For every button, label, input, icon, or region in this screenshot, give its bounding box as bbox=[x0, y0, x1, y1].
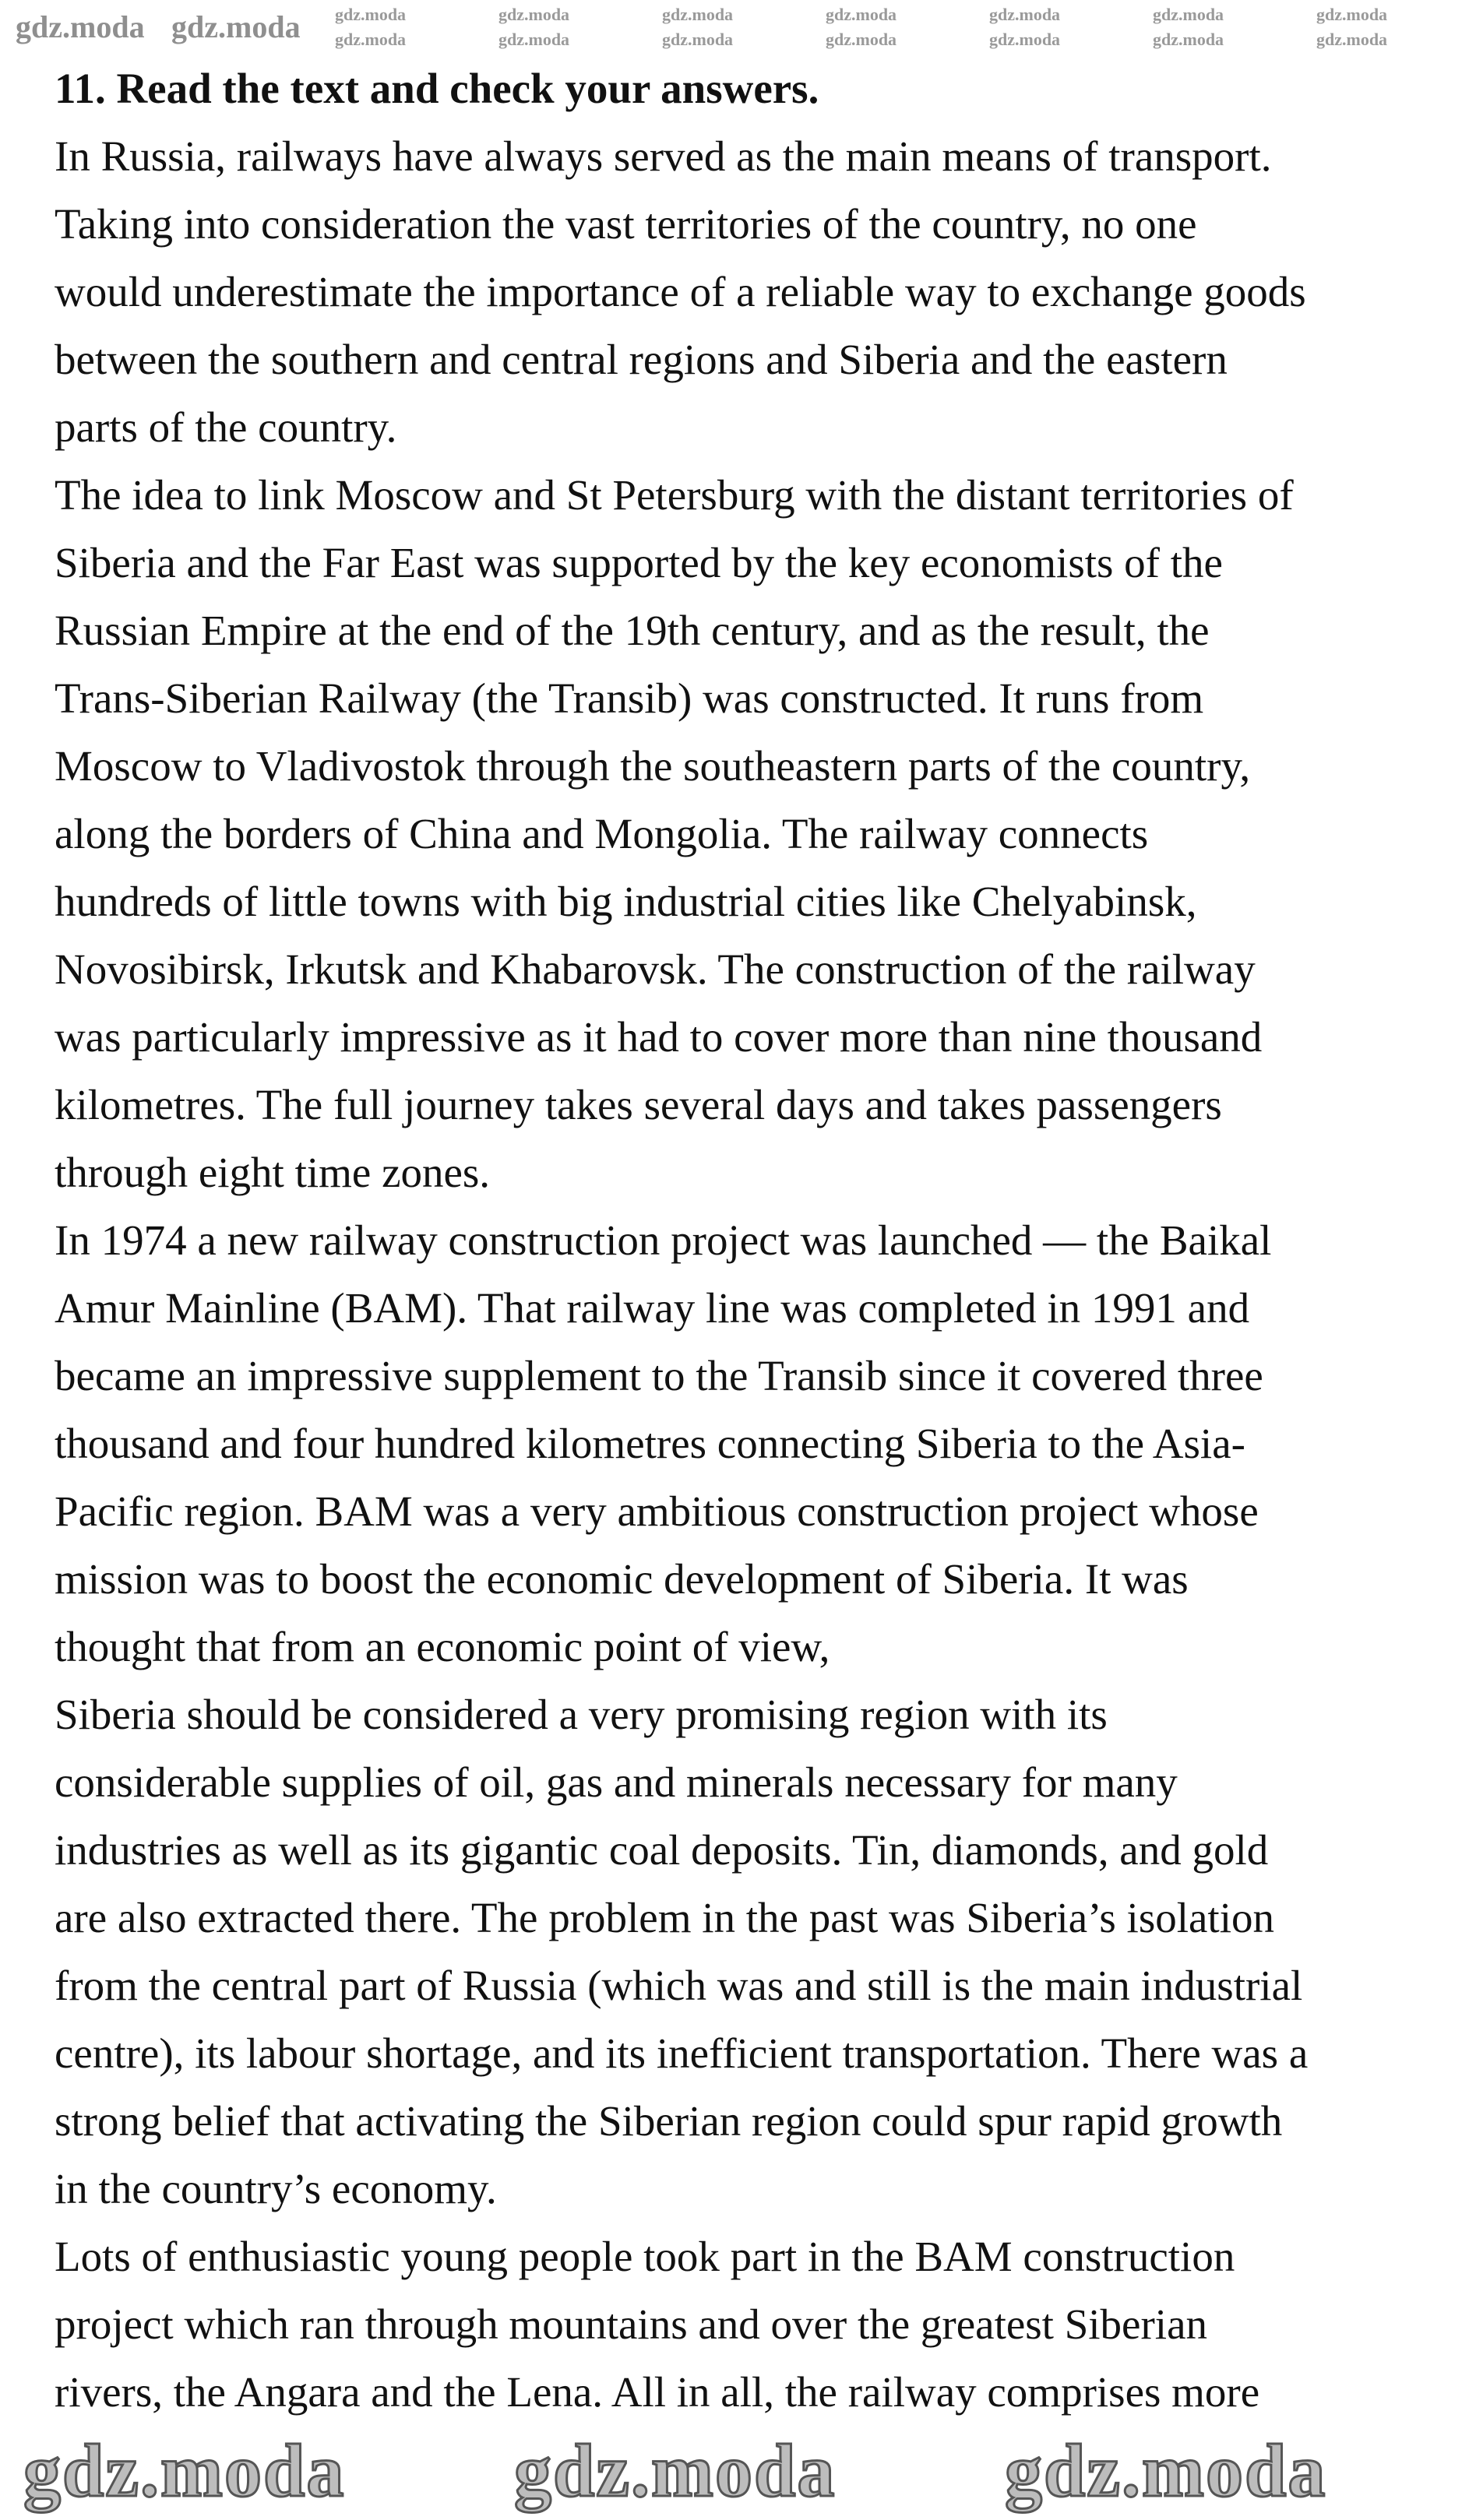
text-line: Pacific region. BAM was a very ambitious construction project whose bbox=[55, 1487, 1259, 1535]
text-line: Lots of enthusiastic young people took part in the BAM construction bbox=[55, 2233, 1235, 2280]
text-line: are also extracted there. The problem in the past was Siberia’s isolation bbox=[55, 1894, 1274, 1941]
text-line: through eight time zones. bbox=[55, 1149, 491, 1196]
watermark: gdz.moda bbox=[826, 30, 897, 49]
watermark: gdz.moda bbox=[989, 5, 1061, 24]
watermark: gdz.moda bbox=[16, 9, 145, 44]
text-line: The idea to link Moscow and St Petersburg with the distant territories of bbox=[55, 471, 1294, 519]
text-line: strong belief that activating the Siberian region could spur rapid growth bbox=[55, 2097, 1283, 2145]
watermark: gdz.moda bbox=[514, 2429, 837, 2512]
text-line: Siberia should be considered a very promising region with its bbox=[55, 1691, 1108, 1738]
text-line: In 1974 a new railway construction project was launched — the Baikal bbox=[55, 1216, 1272, 1264]
text-line: was particularly impressive as it had to cover more than nine thousand bbox=[55, 1013, 1263, 1061]
watermark: gdz.moda bbox=[335, 5, 407, 24]
watermark: gdz.moda bbox=[498, 5, 570, 24]
text-line: Moscow to Vladivostok through the southeastern parts of the country, bbox=[55, 742, 1251, 790]
watermark: gdz.moda bbox=[662, 30, 734, 49]
text-line: Taking into consideration the vast territories of the country, no one bbox=[55, 200, 1197, 248]
text-line: Amur Mainline (BAM). That railway line was completed in 1991 and bbox=[55, 1284, 1250, 1332]
watermark: gdz.moda bbox=[662, 5, 734, 24]
text-line: Trans-Siberian Railway (the Transib) was constructed. It runs from bbox=[55, 674, 1204, 722]
text-line: along the borders of China and Mongolia. The railway connects bbox=[55, 810, 1149, 857]
text-line: became an impressive supplement to the Transib since it covered three bbox=[55, 1352, 1263, 1399]
text-line: In Russia, railways have always served as the main means of transport. bbox=[55, 132, 1272, 180]
watermark: gdz.moda bbox=[1316, 5, 1388, 24]
text-line: in the country’s economy. bbox=[55, 2165, 497, 2212]
text-line: project which ran through mountains and over the greatest Siberian bbox=[55, 2300, 1207, 2348]
watermark: gdz.moda bbox=[1316, 30, 1388, 49]
text-line: would underestimate the importance of a reliable way to exchange goods bbox=[55, 268, 1306, 315]
text-line: industries as well as its gigantic coal deposits. Tin, diamonds, and gold bbox=[55, 1826, 1269, 1874]
text-line: parts of the country. bbox=[55, 403, 397, 451]
text-line: considerable supplies of oil, gas and minerals necessary for many bbox=[55, 1758, 1178, 1806]
text-line: rivers, the Angara and the Lena. All in all, the railway comprises more bbox=[55, 2368, 1260, 2416]
text-line: mission was to boost the economic development of Siberia. It was bbox=[55, 1555, 1189, 1603]
text-line: Siberia and the Far East was supported by the key economists of the bbox=[55, 539, 1223, 586]
text-line: kilometres. The full journey takes several days and takes passengers bbox=[55, 1081, 1222, 1128]
text-line: thought that from an economic point of view, bbox=[55, 1623, 830, 1670]
watermark: gdz.moda bbox=[171, 9, 301, 44]
text-line: between the southern and central regions and Siberia and the eastern bbox=[55, 336, 1228, 383]
text-line: thousand and four hundred kilometres connecting Siberia to the Asia- bbox=[55, 1420, 1245, 1467]
watermark: gdz.moda bbox=[826, 5, 897, 24]
text-line: from the central part of Russia (which was and still is the main industrial bbox=[55, 1962, 1303, 2009]
watermark: gdz.moda bbox=[1005, 2429, 1327, 2512]
text-line: hundreds of little towns with big industrial cities like Chelyabinsk, bbox=[55, 878, 1197, 925]
watermark: gdz.moda bbox=[1153, 30, 1224, 49]
watermark: gdz.moda bbox=[989, 30, 1061, 49]
text-line: Russian Empire at the end of the 19th century, and as the result, the bbox=[55, 607, 1210, 654]
text-line: centre), its labour shortage, and its inefficient transportation. There was a bbox=[55, 2029, 1309, 2077]
watermark: gdz.moda bbox=[23, 2429, 346, 2512]
text-line: Novosibirsk, Irkutsk and Khabarovsk. The construction of the railway bbox=[55, 945, 1256, 993]
watermark: gdz.moda bbox=[1153, 5, 1224, 24]
watermark: gdz.moda bbox=[498, 30, 570, 49]
exercise-title: 11. Read the text and check your answers. bbox=[55, 65, 819, 112]
watermark: gdz.moda bbox=[335, 30, 407, 49]
